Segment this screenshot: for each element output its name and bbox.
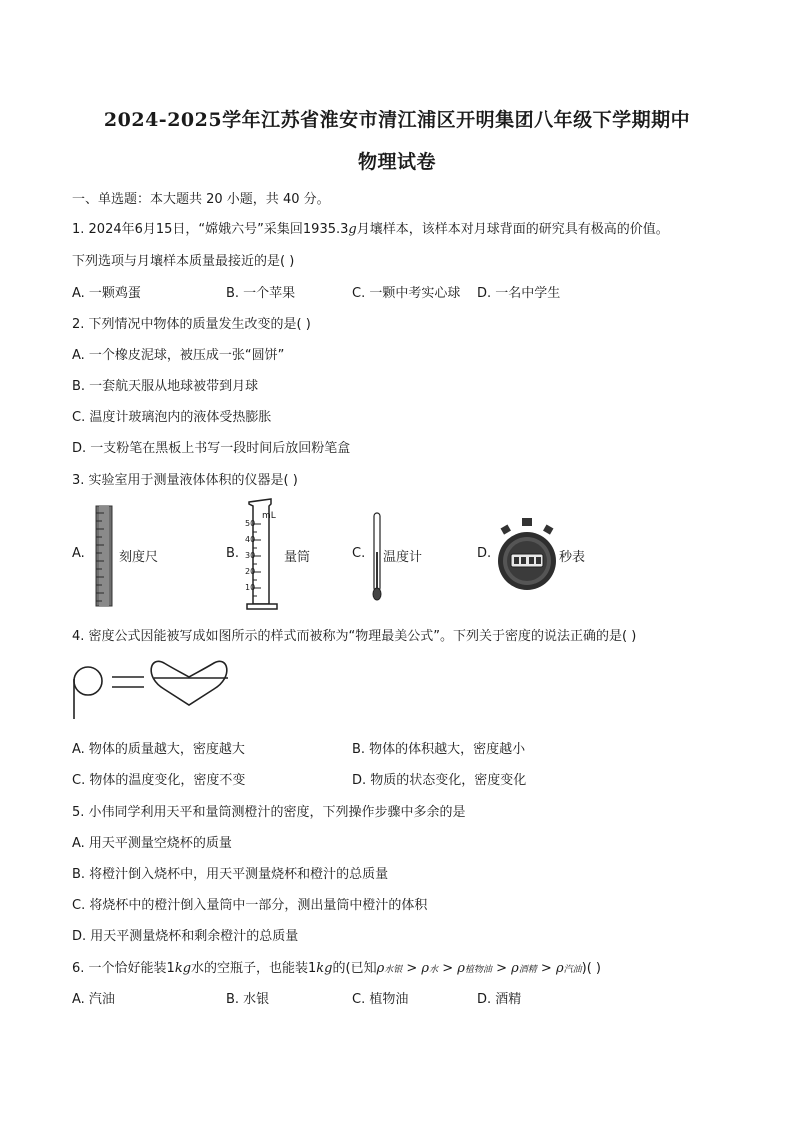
q4-option-a: A. 物体的质量越大，密度越大 — [72, 742, 245, 757]
cylinder-tick-10: 10 — [245, 583, 256, 592]
rho-4: ρ — [511, 961, 519, 976]
q3-option-d-label: 秒表 — [559, 550, 586, 565]
q4-option-b: B. 物体的体积越大，密度越小 — [352, 742, 526, 757]
q1-stem-b: 月壤样本，该样本对月球背面的研究具有极高的价值。 — [356, 222, 669, 237]
q1-stem-a: 1. 2024年6月15日，“嫦娥六号”采集回1935.3 — [72, 222, 349, 237]
q1-unit: g — [348, 222, 357, 237]
rho-sub-gasoline: 汽油 — [563, 965, 582, 975]
q3-option-a-letter: A. — [72, 546, 85, 561]
rho-sub-vegetable-oil: 植物油 — [464, 965, 492, 975]
rho-3: ρ — [457, 961, 465, 976]
q5-stem: 5. 小伟同学利用天平和量筒测橙汁的密度，下列操作步骤中多余的是 — [72, 805, 466, 820]
stopwatch-icon — [496, 518, 558, 594]
q1-stem-line-2: 下列选项与月壤样本质量最接近的是( ) — [72, 254, 295, 269]
q2-option-c: C. 温度计玻璃泡内的液体受热膨胀 — [72, 410, 272, 425]
q1-stem-line-1 — [72, 218, 669, 237]
q5-option-d: D. 用天平测量烧杯和剩余橙汁的总质量 — [72, 929, 299, 944]
thermometer-icon — [370, 512, 384, 602]
rho-1: ρ — [376, 961, 385, 976]
q5-option-b: B. 将橙汁倒入烧杯中，用天平测量烧杯和橙汁的总质量 — [72, 867, 389, 882]
cylinder-tick-30: 30 — [245, 551, 256, 560]
q5-option-c: C. 将烧杯中的橙汁倒入量筒中一部分，测出量筒中橙汁的体积 — [72, 898, 428, 913]
q3-option-a-label: 刻度尺 — [119, 550, 159, 565]
title-line-1: 2024-2025学年江苏省淮安市清江浦区开明集团八年级下学期期中 — [103, 109, 691, 131]
rho-5: ρ — [555, 961, 564, 976]
q6-unit-1: kg — [174, 961, 192, 976]
q2-stem: 2. 下列情况中物体的质量发生改变的是( ) — [72, 317, 311, 332]
density-formula-drawing — [68, 655, 232, 723]
q1-option-a: A. 一颗鸡蛋 — [72, 286, 141, 301]
cylinder-tick-20: 20 — [245, 567, 256, 576]
q2-option-b: B. 一套航天服从地球被带到月球 — [72, 379, 259, 394]
cylinder-tick-50: 50 — [245, 519, 256, 528]
q2-option-d: D. 一支粉笔在黑板上书写一段时间后放回粉笔盒 — [72, 441, 351, 456]
q1-option-b: B. 一个苹果 — [226, 286, 296, 301]
q4-option-c: C. 物体的温度变化，密度不变 — [72, 773, 246, 788]
title-line-2: 物理试卷 — [357, 151, 436, 173]
section-heading: 一、单选题：本大题共 20 小题，共 40 分。 — [72, 192, 330, 207]
gt-3: > — [491, 961, 512, 976]
q6-option-a: A. 汽油 — [72, 992, 115, 1007]
q4-stem: 4. 密度公式因能被写成如图所示的样式而被称为“物理最美公式”。下列关于密度的说法正确的是( ) — [72, 629, 637, 644]
q3-option-b-label: 量筒 — [284, 550, 311, 565]
q6-unit-2: kg — [316, 961, 333, 976]
gt-4: > — [536, 961, 556, 976]
q4-option-d: D. 物质的状态变化，密度变化 — [352, 773, 527, 788]
q3-option-b-letter: B. — [226, 546, 240, 561]
q6-stem-b: 水的空瓶子，也能装1 — [191, 961, 317, 976]
q6-stem — [72, 957, 601, 976]
q6-stem-c: 的(已知 — [332, 961, 377, 976]
gt-1: > — [402, 961, 422, 976]
ruler-icon — [94, 505, 116, 607]
rho-sub-mercury: 水银 — [384, 965, 403, 975]
cylinder-tick-40: 40 — [245, 535, 256, 544]
q6-option-c: C. 植物油 — [352, 992, 409, 1007]
q3-stem: 3. 实验室用于测量液体体积的仪器是( ) — [72, 473, 298, 488]
rho-sub-water: 水 — [429, 965, 439, 975]
q3-option-c-letter: C. — [352, 546, 366, 561]
q5-option-a: A. 用天平测量空烧杯的质量 — [72, 836, 232, 851]
cylinder-unit: mL — [262, 511, 276, 521]
q3-option-d-letter: D. — [477, 546, 492, 561]
q6-stem-a: 6. 一个恰好能装1 — [72, 961, 175, 976]
q6-stem-d: )( ) — [581, 961, 601, 976]
q2-option-a: A. 一个橡皮泥球，被压成一张“圆饼” — [72, 348, 285, 363]
q3-option-c-label: 温度计 — [383, 550, 423, 565]
q6-option-d: D. 酒精 — [477, 992, 522, 1007]
q1-option-c: C. 一颗中考实心球 — [352, 286, 461, 301]
rho-2: ρ — [421, 961, 430, 976]
q6-option-b: B. 水银 — [226, 992, 270, 1007]
gt-2: > — [438, 961, 458, 976]
q1-option-d: D. 一名中学生 — [477, 286, 561, 301]
rho-sub-alcohol: 酒精 — [518, 965, 537, 975]
